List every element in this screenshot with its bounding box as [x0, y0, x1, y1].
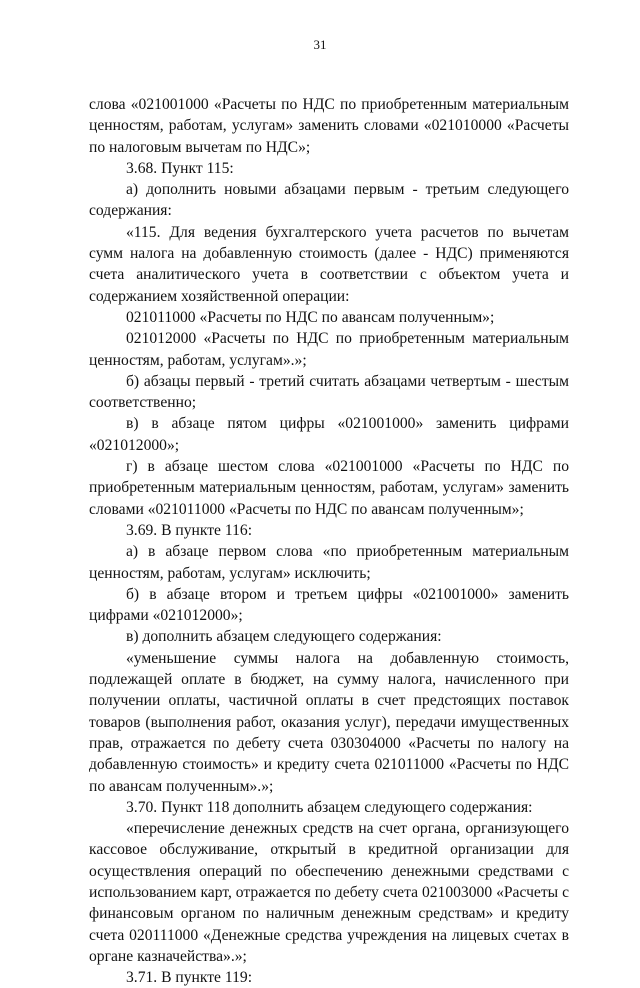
paragraph: слова «021001000 «Расчеты по НДС по приобретенным материальным ценностям, работам, услугам» заменить словами «021010000 «Расчеты по налоговым вычетам по НДС»; — [89, 96, 569, 156]
paragraph: в) дополнить абзацем следующего содержания: — [126, 628, 442, 646]
section-heading: 3.69. В пункте 116: — [126, 521, 253, 539]
paragraph: б) абзацы первый - третий считать абзацами четвертым - шестым соответственно; — [89, 372, 569, 412]
section-heading: 3.71. В пункте 119: — [126, 969, 253, 987]
quoted-paragraph: «115. Для ведения бухгалтерского учета расчетов по вычетам сумм налога на добавленную стоимость (далее - НДС) применяются счета аналитического учета в соответствии с объектом учета и содержанием хозяйственной операции: — [89, 223, 569, 305]
section-heading: 3.68. Пункт 115: — [126, 159, 234, 177]
document-body — [89, 94, 569, 988]
paragraph: г) в абзаце шестом слова «021001000 «Расчеты по НДС по приобретенным материальным ценностям, работам, услугам» заменить словами «021011000 «Расчеты по НДС по авансам полученным»; — [89, 458, 569, 518]
quoted-paragraph: «уменьшение суммы налога на добавленную стоимость, подлежащей оплате в бюджет, на сумму налога, начисленного при получении оплаты, частичной оплаты в счет предстоящих поставок товаров (выполнения работ, оказания услуг), передачи имущественных прав, отражается по дебету счета 030304000 «Расчеты по налогу на добавленную стоимость» и кредиту счета 021011000 «Расчеты по НДС по авансам полученным».»; — [89, 649, 569, 795]
paragraph: а) дополнить новыми абзацами первым - третьим следующего содержания: — [89, 181, 569, 220]
paragraph: б) в абзаце втором и третьем цифры «021001000» заменить цифрами «021012000»; — [89, 585, 569, 625]
account-line: 021011000 «Расчеты по НДС по авансам полученным»; — [126, 308, 495, 326]
paragraph: а) в абзаце первом слова «по приобретенным материальным ценностям, работам, услугам» исключить; — [89, 543, 569, 582]
section-heading: 3.70. Пункт 118 дополнить абзацем следующего содержания: — [126, 798, 533, 816]
account-line: 021012000 «Расчеты по НДС по приобретенным материальным ценностям, работам, услугам».»; — [89, 330, 569, 369]
quoted-paragraph: «перечисление денежных средств на счет органа, организующего кассовое обслуживание, открытый в кредитной организации для осуществления операций по обеспечению денежными средствами с использованием карт, отражается по дебету счета 021003000 «Расчеты с финансовым органом по наличным денежным средствам» и кредиту счета 020111000 «Денежные средства учреждения на лицевых счетах в органе казначейства».»; — [89, 820, 569, 965]
paragraph: в) в абзаце пятом цифры «021001000» заменить цифрами «021012000»; — [89, 415, 569, 454]
page-number: 31 — [313, 37, 327, 52]
